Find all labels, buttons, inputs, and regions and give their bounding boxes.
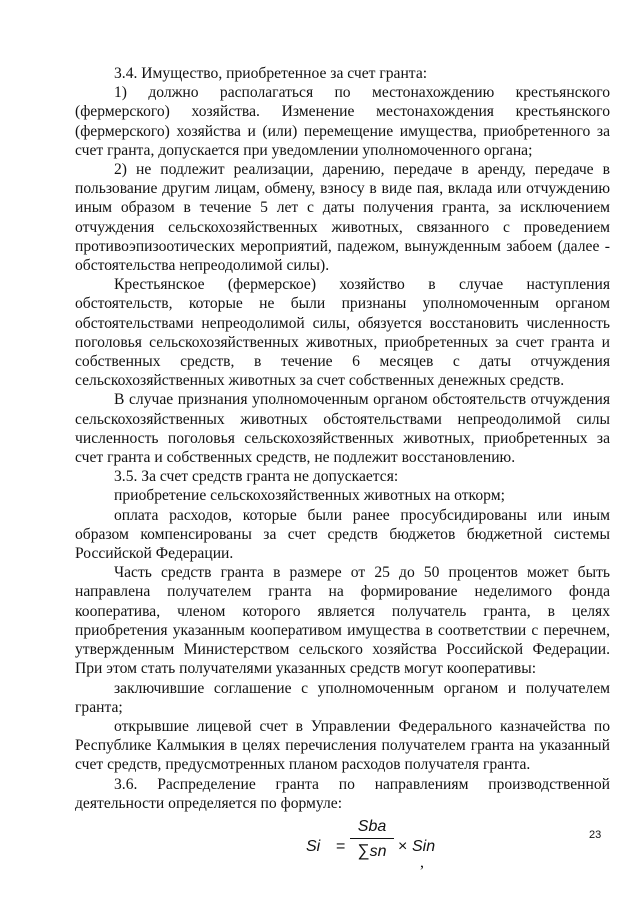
document-body <box>75 64 610 881</box>
paragraph-cooperative-fund: Часть средств гранта в размере от 25 до 50 процентов может быть направлена получателем гранта на формирование неделимого фонда кооператива, членом которого является получатель гранта, в целях приобретения указанным кооперативом имущества в соответствии с перечнем, утвержденным Министерством сельского хозяйства Российской Федерации. При этом стать получателями указанных средств могут кооперативы: <box>75 564 610 678</box>
paragraph-fattening: приобретение сельскохозяйственных животных на откорм; <box>114 487 505 505</box>
formula-denominator-var: sn <box>369 842 387 860</box>
paragraph-restore-obligation: Крестьянское (фермерское) хозяйство в случае наступления обстоятельств, которые не были признаны уполномоченным органом обстоятельствами непреодолимой силы, обязуется восстановить численность поголовья сельскохозяйственных животных, приобретенных за счет гранта и собственных средств, в течение 6 месяцев с даты отчуждения сельскохозяйственных животных за счет собственных денежных средств. <box>75 276 610 390</box>
formula-fraction-bar <box>350 838 394 839</box>
paragraph-3-6-heading: 3.6. Распределение гранта по направлениям производственной деятельности определяется по формуле: <box>75 775 610 812</box>
paragraph-3-4-heading: 3.4. Имущество, приобретенное за счет гранта: <box>114 65 428 82</box>
formula-rhs: Sin <box>412 837 436 855</box>
formula-fraction <box>350 817 394 862</box>
formula-numerator: Sba <box>357 817 387 835</box>
paragraph-item-2: 2) не подлежит реализации, дарению, передаче в аренду, передаче в пользование другим лицам, обмену, взносу в виде пая, вклада или отчуждению иным образом в течение 5 лет с даты получения гранта, за исключением отчуждения сельскохозяйственных животных, связанного с проведением противоэпизоотических мероприятий, падежом, вынужденным забоем (далее - обстоятельства непреодолимой силы). <box>75 161 610 275</box>
distribution-formula <box>75 817 610 881</box>
formula-times: × <box>398 837 408 855</box>
formula-equals: = <box>336 837 346 855</box>
formula-comma: , <box>420 853 424 871</box>
paragraph-force-majeure: В случае признания уполномоченным органом обстоятельств отчуждения сельскохозяйственных животных обстоятельствами непреодолимой силы численность поголовья сельскохозяйственных животных, приобретенных за счет гранта и собственных средств, не подлежит восстановлению. <box>75 391 610 467</box>
formula-denominator <box>350 840 394 862</box>
sum-symbol: ∑ <box>357 840 370 860</box>
paragraph-treasury-account: открывшие лицевой счет в Управлении Федерального казначейства по Республике Калмыкия в целях перечисления получателем гранта на указанный счет средств, предусмотренных планом расходов получателя гранта. <box>75 717 610 774</box>
paragraph-item-1: 1) должно располагаться по местонахождению крестьянского (фермерского) хозяйства. Изменение местонахождения крестьянского (фермерского) хозяйства и (или) перемещение имущества, приобретенного за счет гранта, допускается при уведомлении уполномоченного органа; <box>75 84 610 159</box>
page-number: 23 <box>589 829 602 841</box>
paragraph-subsidized-costs: оплата расходов, которые были ранее просубсидированы или иным образом компенсированы за счет средств бюджетов бюджетной системы Российской Федерации. <box>75 506 610 563</box>
formula-lhs: Si <box>306 837 321 855</box>
paragraph-agreement: заключившие соглашение с уполномоченным органом и получателем гранта; <box>75 679 610 716</box>
paragraph-3-5-heading: 3.5. За счет средств гранта не допускается: <box>114 468 399 486</box>
